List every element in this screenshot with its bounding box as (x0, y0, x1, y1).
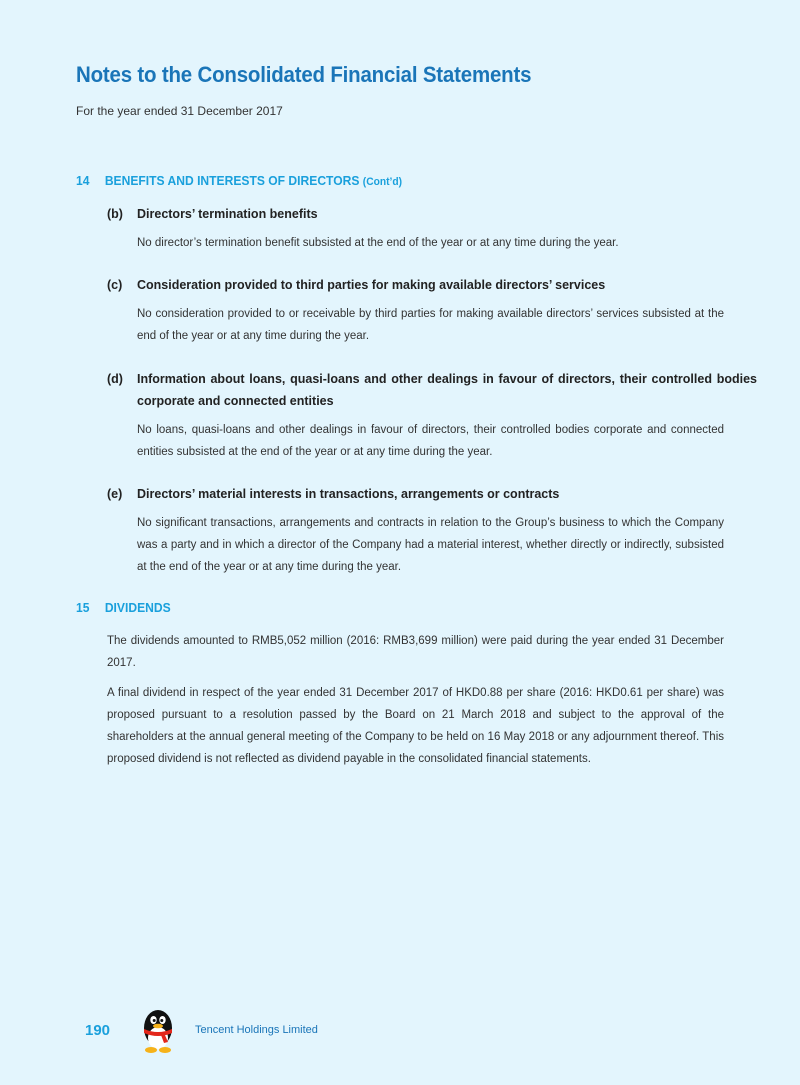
subsection-title: Directors’ material interests in transactions, arrangements or contracts (137, 487, 560, 501)
section-title: BENEFITS AND INTERESTS OF DIRECTORS (104, 173, 360, 188)
subsection-title: Consideration provided to third parties for making available directors’ services (137, 278, 606, 292)
section-15-heading (76, 600, 171, 615)
section-number: 14 (76, 173, 90, 188)
page-number: 190 (85, 1022, 111, 1039)
subsection-b-heading (107, 203, 757, 225)
subsection-d-heading (107, 368, 757, 412)
page-title: Notes to the Consolidated Financial Statements (76, 62, 532, 87)
penguin-icon (137, 1006, 179, 1054)
subsection-b-body: No director’s termination benefit subsisted at the end of the year or at any time during the year. (137, 237, 619, 249)
subsection-letter: (e) (107, 487, 123, 501)
subsection-e-body: No significant transactions, arrangements and contracts in relation to the Group’s business to which the Company was a party and in which a director of the Company had a material interest, whether directly or indirectly, subsisted at the end of the year or at any time during the year. (137, 517, 724, 573)
section-contd-label: (Cont’d) (362, 176, 402, 188)
subsection-letter: (c) (107, 278, 123, 292)
subsection-e-heading (107, 483, 757, 505)
subsection-title: Information about loans, quasi-loans and other dealings in favour of directors, their controlled bodies corporate and connected entities (137, 372, 757, 408)
company-name: Tencent Holdings Limited (195, 1024, 318, 1036)
section-number: 15 (76, 600, 90, 615)
section-title: DIVIDENDS (104, 600, 171, 615)
subsection-c-body: No consideration provided to or receivable by third parties for making available directors’ services subsisted at the end of the year or at any time during the year. (137, 308, 724, 342)
dividends-paragraph-1: The dividends amounted to RMB5,052 million (2016: RMB3,699 million) were paid during the year ended 31 December 2017. (107, 635, 724, 669)
subsection-c-heading (107, 274, 757, 296)
subsection-d-body: No loans, quasi-loans and other dealings in favour of directors, their controlled bodies corporate and connected entities subsisted at the end of the year or at any time during the year. (137, 424, 724, 458)
subsection-title: Directors’ termination benefits (137, 207, 318, 221)
dividends-paragraph-2: A final dividend in respect of the year ended 31 December 2017 of HKD0.88 per share (2016: HKD0.61 per share) was proposed pursuant to a resolution passed by the Board on 21 March 2018 and subject to the approval of the shareholders at the annual general meeting of the Company to be held on 16 May 2018 or any adjournment thereof. This proposed dividend is not reflected as dividend payable in the consolidated financial statements. (107, 687, 724, 765)
subsection-letter: (d) (107, 372, 123, 386)
page-subtitle: For the year ended 31 December 2017 (76, 104, 283, 118)
subsection-letter: (b) (107, 207, 123, 221)
section-14-heading (76, 173, 402, 188)
